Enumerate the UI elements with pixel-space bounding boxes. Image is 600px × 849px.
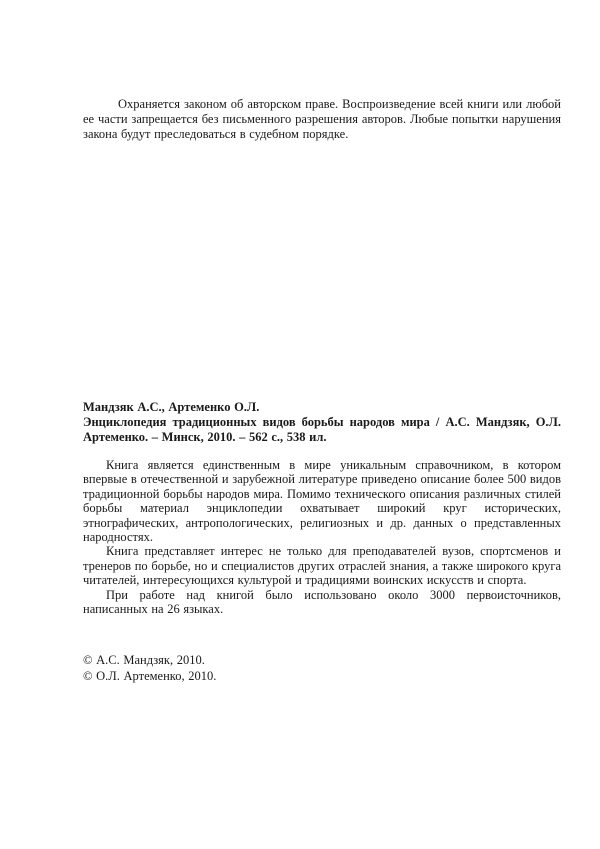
citation-authors: Мандзяк А.С., Артеменко О.Л.: [83, 400, 260, 414]
copyright-line-1: © А.С. Мандзяк, 2010.: [83, 653, 205, 667]
annotation-block: [83, 458, 561, 616]
annotation-paragraph-1: Книга является единственным в мире уникальным справочником, в котором впервые в отечественной и зарубежной литературе приведено описание более 500 видов традиционной борьбы народов мира. Помимо технического описания различных стилей борьбы материал энциклопедии охватывает широкий круг исторических, этнографических, антропологических, религиозных и др. данных о представленных народностях.: [83, 458, 561, 545]
copyright-line-2: © О.Л. Артеменко, 2010.: [83, 668, 217, 683]
copyright-footer: [83, 653, 561, 684]
legal-notice-paragraph: Охраняется законом об авторском праве. Воспроизведение всей книги или любой ее части запрещается без письменного разрешения авторов. Любые попытки нарушения закона будут преследоваться в судебном порядке.: [83, 97, 561, 141]
annotation-paragraph-3: При работе над книгой было использовано около 3000 первоисточников, написанных на 26 языках.: [83, 587, 561, 617]
legal-notice-block: [83, 97, 561, 142]
citation-block: [83, 400, 561, 445]
citation-description: Энциклопедия традиционных видов борьбы народов мира / А.С. Мандзяк, О.Л. Артеменко. – Минск, 2010. – 562 с., 538 ил.: [83, 415, 561, 444]
annotation-paragraph-2: Книга представляет интерес не только для преподавателей вузов, спортсменов и тренеров по борьбе, но и специалистов других отраслей знания, а также широкого круга читателей, интересующихся культурой и традициями воинских искусств и спорта.: [83, 544, 561, 588]
